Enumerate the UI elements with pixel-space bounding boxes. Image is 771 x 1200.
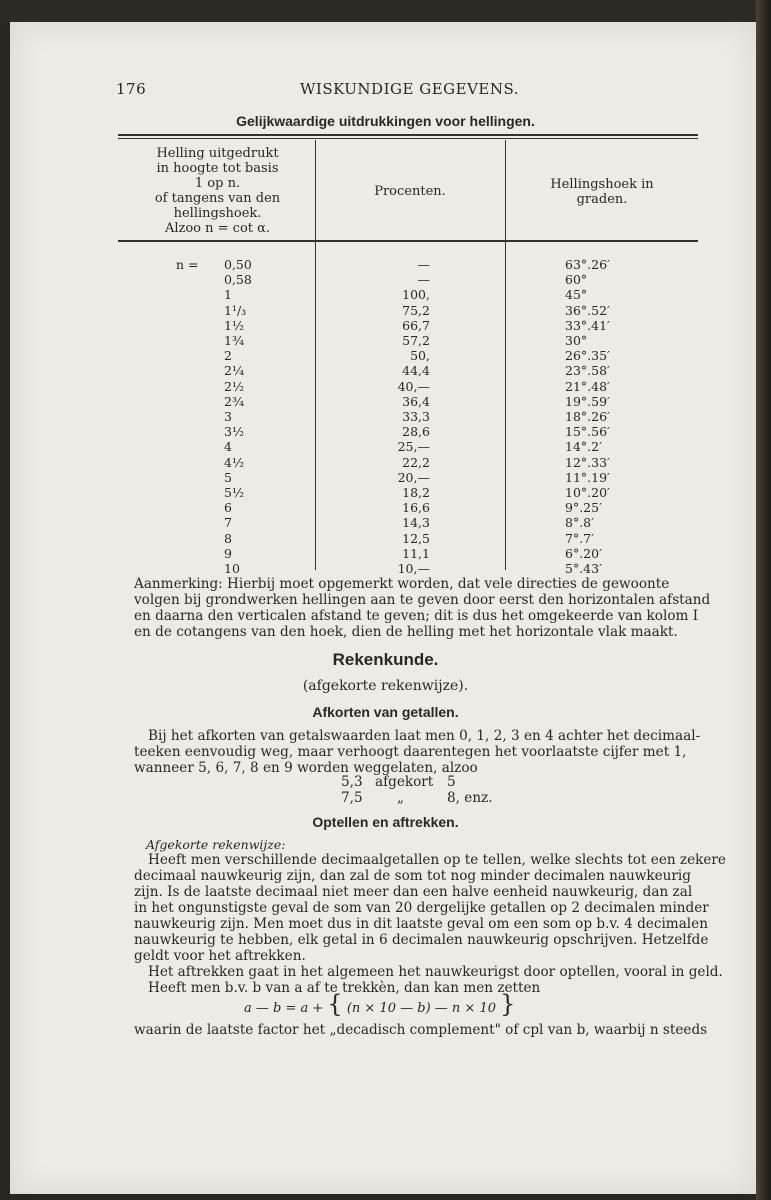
percent-value-cell: 75,2 <box>402 302 430 318</box>
degree-value-cell: 11°.19′ <box>565 469 610 485</box>
n-value-cell: 1¾ <box>224 333 245 349</box>
n-value-cell: 1¹/₃ <box>224 302 247 318</box>
percent-value-cell: 20,— <box>397 469 430 485</box>
degree-value-cell: 33°.41′ <box>565 317 610 333</box>
degree-value-cell: 6°.20′ <box>565 545 602 561</box>
percent-value-cell: 66,7 <box>402 317 430 333</box>
degree-value-cell: 19°.59′ <box>565 393 610 409</box>
n-value-cell: 10 <box>224 561 240 577</box>
col-n-values <box>224 257 252 576</box>
n-value-cell: 5½ <box>224 485 245 501</box>
percent-value-cell: 28,6 <box>402 424 430 440</box>
n-value-cell: 2¾ <box>224 393 245 409</box>
table-column-divider-1 <box>315 140 316 570</box>
n-value-cell: 1 <box>224 287 232 303</box>
n-value-cell: 3 <box>224 409 232 425</box>
percent-value-cell: 22,2 <box>402 454 430 470</box>
n-value-cell: 4½ <box>224 454 245 470</box>
n-value-cell: 9 <box>224 545 232 561</box>
degree-value-cell: 23°.58′ <box>565 363 610 379</box>
section-subtitle: (afgekorte rekenwijze). <box>302 678 469 694</box>
percent-value-cell: — <box>417 272 430 288</box>
percent-value-cell: 14,3 <box>402 515 430 531</box>
running-title: WISKUNDIGE GEGEVENS. <box>300 80 519 98</box>
degree-value-cell: 10°.20′ <box>565 485 610 501</box>
percent-value-cell: 18,2 <box>402 485 430 501</box>
n-value-cell: 2¼ <box>224 363 245 379</box>
degree-value-cell: 30° <box>565 333 588 349</box>
table-top-rule <box>118 134 698 136</box>
brace-close: } <box>500 990 516 1018</box>
n-value-cell: 2½ <box>224 378 245 394</box>
col3-header: Hellingshoek in graden. <box>550 177 654 207</box>
degree-value-cell: 5°.43′ <box>565 561 602 577</box>
percent-value-cell: 100, <box>402 287 430 303</box>
col2-header: Procenten. <box>374 184 446 199</box>
page-number: 176 <box>116 80 147 98</box>
percent-value-cell: 44,4 <box>402 363 430 379</box>
col1-header: Helling uitgedrukt in hoogte tot basis 1 op n. of tangens van den hellingshoek. Alzoo n = cot α. <box>154 146 281 236</box>
degree-value-cell: 45° <box>565 287 588 303</box>
heading-afkorten: Afkorten van getallen. <box>312 704 459 720</box>
n-value-cell: 8 <box>224 530 232 546</box>
example-row-1: 5,3 afgekort 5 <box>341 774 456 790</box>
degree-value-cell: 14°.2′ <box>565 439 602 455</box>
book-spine-edge <box>756 0 771 1200</box>
percent-value-cell: 50, <box>410 348 430 364</box>
brace-open: { <box>327 990 343 1018</box>
n-value-cell: 6 <box>224 500 232 516</box>
note-paragraph: Aanmerking: Hierbij moet opgemerkt worden, dat vele directies de gewoonte volgen bij grondwerken hellingen aan te geven door eerst den horizontalen afstand en daarna den verticalen afstand te geven; dit is dus het omgekeerde van kolom I en de cotangens van den hoek, dien de helling met het horizontale vlak maakt. <box>134 576 711 640</box>
example-row-2: 7,5 „ 8, enz. <box>341 790 493 806</box>
table-header-rule <box>118 240 698 242</box>
percent-value-cell: 25,— <box>397 439 430 455</box>
n-value-cell: 7 <box>224 515 232 531</box>
col-degree-values <box>565 257 610 576</box>
scan-border-top <box>0 0 771 22</box>
degree-value-cell: 60° <box>565 272 588 288</box>
percent-value-cell: 12,5 <box>402 530 430 546</box>
percent-value-cell: 33,3 <box>402 409 430 425</box>
col-percent-values <box>330 257 430 576</box>
degree-value-cell: 36°.52′ <box>565 302 610 318</box>
label-afgekorte-rekenwijze: Afgekorte rekenwijze: <box>146 837 286 852</box>
n-value-cell: 0,58 <box>224 272 252 288</box>
degree-value-cell: 15°.56′ <box>565 424 610 440</box>
formula: a — b = a + { (n × 10 — b) — n × 10 } <box>244 990 516 1018</box>
n-value-cell: 5 <box>224 469 232 485</box>
paragraph-aftrekken: Het aftrekken gaat in het algemeen het nauwkeurigst door optellen, vooral in geld. Heeft men b.v. b van a af te trekkèn, dan kan men zetten <box>148 964 723 996</box>
n-value-cell: 4 <box>224 439 232 455</box>
percent-value-cell: 10,— <box>397 561 430 577</box>
degree-value-cell: 63°.26′ <box>565 257 610 272</box>
degree-value-cell: 12°.33′ <box>565 454 610 470</box>
degree-value-cell: 8°.8′ <box>565 515 594 531</box>
degree-value-cell: 7°.7′ <box>565 530 594 546</box>
n-value-cell: 3½ <box>224 424 245 440</box>
paragraph-optellen: Heeft men verschillende decimaalgetallen op te tellen, welke slechts tot een zekere decimaal nauwkeurig zijn, dan zal de som tot nog minder decimalen nauwkeurig zijn. Is de laatste decimaal niet meer dan een halve eenheid nauwkeurig, dan zal in het ongunstigste geval de som van 20 dergelijke getallen op 2 decimalen minder nauwkeurig zijn. Men moet dus in dit laatste geval om een som op b.v. 4 decimalen nauwkeurig te hebben, elk getal in 6 decimalen nauwkeurig opschrijven. Hetzelfde geldt voor het aftrekken. <box>134 852 726 964</box>
n-value-cell: 1½ <box>224 317 245 333</box>
percent-value-cell: 11,1 <box>402 545 430 561</box>
degree-value-cell: 18°.26′ <box>565 409 610 425</box>
n-value-cell: 2 <box>224 348 232 364</box>
table-top-rule-thin <box>118 138 698 139</box>
percent-value-cell: 57,2 <box>402 333 430 349</box>
n-label: n = <box>176 257 199 272</box>
paragraph-afkorten: Bij het afkorten van getalswaarden laat men 0, 1, 2, 3 en 4 achter het decimaal- teeken eenvoudig weg, maar verhoogt daarentegen het voorlaatste cijfer met 1, wanneer 5, 6, 7, 8 en 9 worden weggelaten, alzoo <box>134 728 701 776</box>
degree-value-cell: 21°.48′ <box>565 378 610 394</box>
percent-value-cell: — <box>417 257 430 272</box>
heading-optellen: Optellen en aftrekken. <box>312 814 459 830</box>
percent-value-cell: 36,4 <box>402 393 430 409</box>
percent-value-cell: 16,6 <box>402 500 430 516</box>
degree-value-cell: 9°.25′ <box>565 500 602 516</box>
section-title: Rekenkunde. <box>332 650 439 669</box>
table-title: Gelijkwaardige uitdrukkingen voor hellingen. <box>236 113 535 129</box>
percent-value-cell: 40,— <box>397 378 430 394</box>
last-line: waarin de laatste factor het „decadisch complement" of cpl van b, waarbij n steeds <box>134 1022 708 1038</box>
n-value-cell: 0,50 <box>224 257 252 272</box>
degree-value-cell: 26°.35′ <box>565 348 610 364</box>
